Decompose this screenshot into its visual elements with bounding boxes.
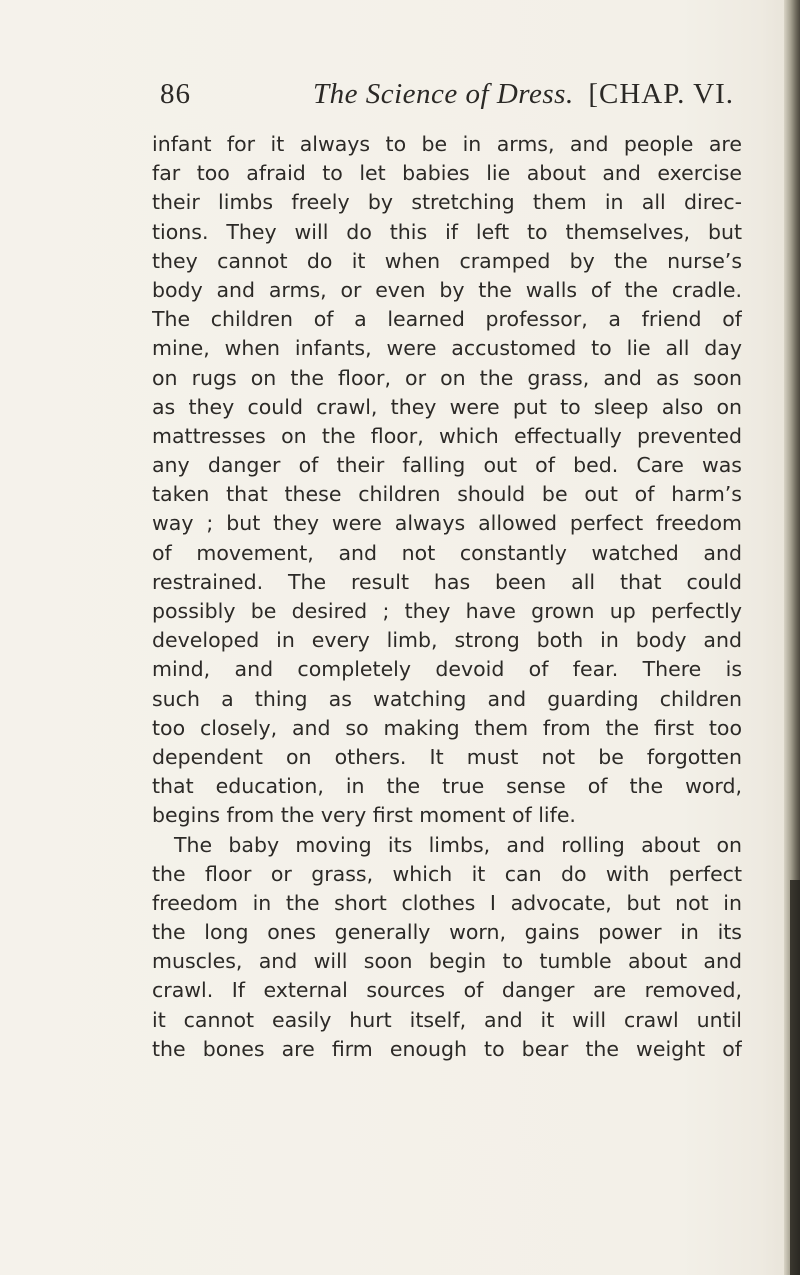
text-line: the long ones generally worn, gains power in its (152, 920, 742, 945)
text-line: taken that these children should be out of harm’s (152, 482, 742, 507)
text-line: mine, when infants, were accustomed to lie all day (152, 336, 742, 361)
text-line: restrained. The result has been all that could (152, 569, 742, 594)
text-line: too closely, and so making them from the first too (152, 715, 742, 740)
text-line: as they could crawl, they were put to sleep also on (152, 394, 742, 419)
text-line: tions. They will do this if left to themselves, but (152, 219, 742, 244)
text-line: begins from the very first moment of life. (152, 803, 576, 828)
text-line: it cannot easily hurt itself, and it will crawl until (152, 1007, 742, 1032)
text-line: mind, and completely devoid of fear. There is (152, 657, 742, 682)
text-line: their limbs freely by stretching them in all direc- (152, 190, 742, 215)
chapter-label: [CHAP. VI. (588, 78, 734, 110)
page-header (160, 78, 740, 122)
text-line: such a thing as watching and guarding children (152, 686, 742, 711)
text-line: The baby moving its limbs, and rolling about on (174, 832, 742, 857)
text-line: crawl. If external sources of danger are removed, (152, 978, 742, 1003)
text-line: the bones are firm enough to bear the weight of (152, 1036, 742, 1061)
text-line: way ; but they were always allowed perfect freedom (152, 511, 742, 536)
running-title: The Science of Dress. (313, 78, 574, 110)
text-line: mattresses on the floor, which effectually prevented (152, 423, 742, 448)
body-text (152, 130, 742, 1064)
text-line: freedom in the short clothes I advocate, but not in (152, 890, 742, 915)
text-line: developed in every limb, strong both in body and (152, 628, 742, 653)
text-line: dependent on others. It must not be forgotten (152, 744, 742, 769)
page-number: 86 (160, 78, 191, 110)
text-line: possibly be desired ; they have grown up perfectly (152, 599, 742, 623)
text-line: The children of a learned professor, a friend of (152, 307, 742, 332)
text-line: that education, in the true sense of the word, (152, 774, 742, 799)
text-line: any danger of their falling out of bed. Care was (152, 453, 742, 478)
binding-edge (790, 880, 800, 1275)
text-line: of movement, and not constantly watched and (152, 540, 742, 565)
text-line: body and arms, or even by the walls of the cradle. (152, 277, 742, 302)
text-line: they cannot do it when cramped by the nurse’s (152, 248, 742, 273)
text-line: on rugs on the floor, or on the grass, and as soon (152, 365, 742, 390)
text-line: far too afraid to let babies lie about and exercise (152, 161, 742, 186)
text-line: infant for it always to be in arms, and people are (152, 132, 742, 156)
text-line: muscles, and will soon begin to tumble about and (152, 949, 742, 974)
text-line: the floor or grass, which it can do with perfect (152, 861, 742, 886)
